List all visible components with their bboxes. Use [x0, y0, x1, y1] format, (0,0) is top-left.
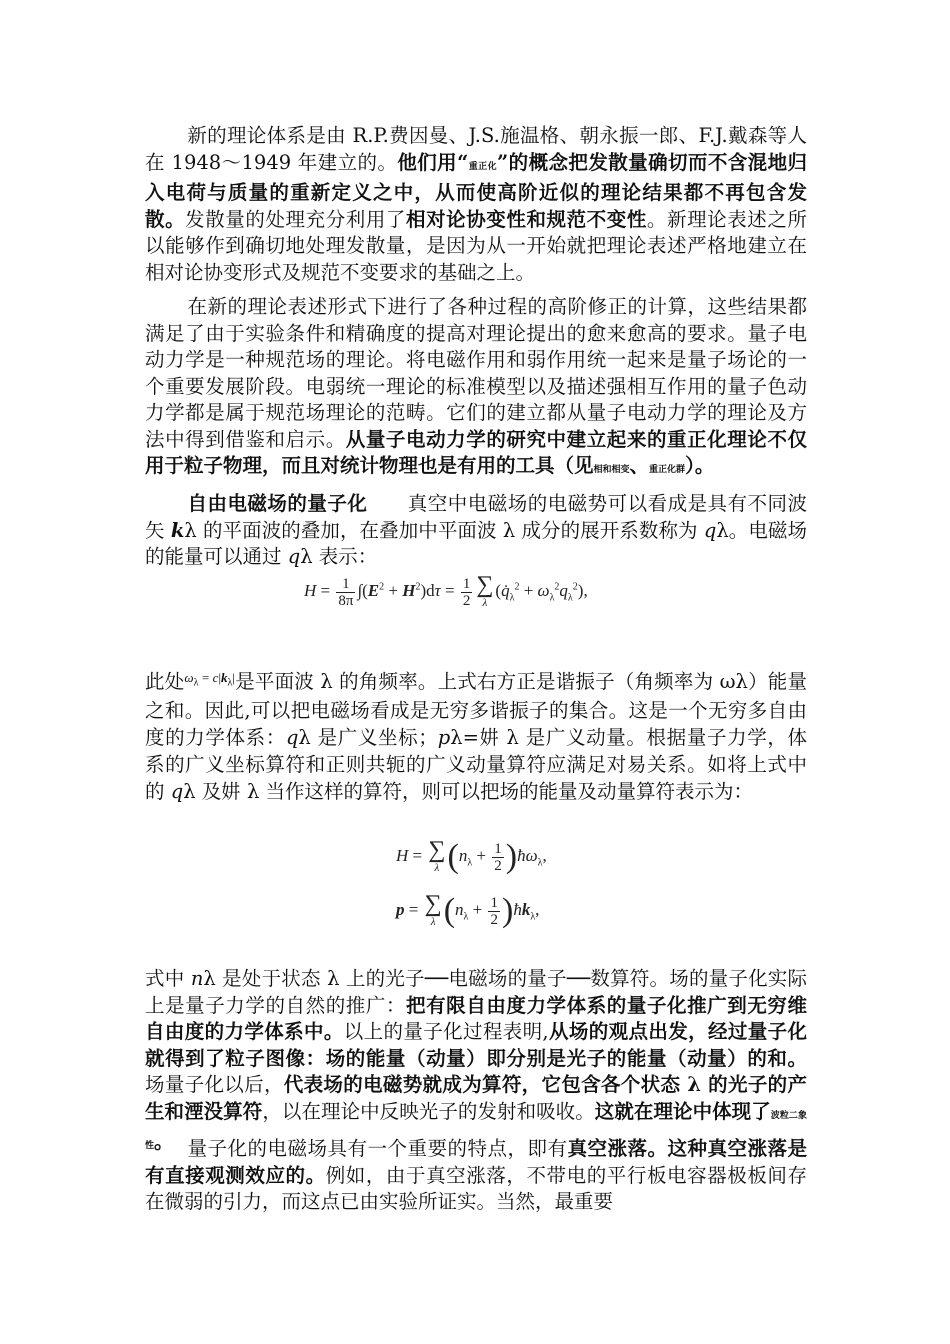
italic-run: n	[190, 967, 204, 990]
small-bold-run: 重正化群	[649, 465, 686, 475]
text-run: 场量子化以后，	[145, 1073, 284, 1096]
energy-equation: H = $\frac{1}{8\pi}$ $\int(E^2 + H^2)d\tau$ = $\frac{1}{2}$ ∑ λ $(q̇_\lambda^2 + \omega_\lambda^2q_\lambda^2)$,	[304, 572, 588, 609]
small-bold-run: 波粒二象性	[145, 1110, 807, 1151]
italic-run: q	[703, 518, 717, 542]
paragraph-5	[145, 966, 807, 1160]
text-run: λ 是处于状态 λ 上的光子──电磁场的量子──数算符。场的量子化实际上是量子力学的自然的推广：	[145, 967, 808, 1017]
italic-run: p	[437, 725, 451, 749]
text-run: 发散量的处理充分利用了	[185, 207, 406, 231]
text-run: 真空中电磁场的电磁势可以看成是具有不同波矢	[145, 492, 807, 542]
text-run: λ 是广义坐标；	[298, 725, 438, 749]
italic-run: q	[285, 725, 299, 749]
hamiltonian-equation: H = ∑ λ ($n_\lambda$ + $\frac{1}{2}$ )$ħ\omega_\lambda$,	[396, 837, 547, 875]
bold-run: 真空涨落。这种真空涨落是有直接观测效应的。	[145, 1137, 807, 1187]
text-run: 在新的理论表述形式下进行了各种过程的高阶修正的计算，这些结果都满足了由于实验条件和精确度的提高对理论提出的愈来愈高的要求。量子电动力学是一种规范场的理论。将电磁作用和弱作用统一起来是量子场论的一个重要发展阶段。电弱统一理论的标准模型以及描述强相互作用的量子色动力学都是属于规范场理论的范畴。它们的建立都从量子电动力学的理论及方法中得到借鉴和启示。	[145, 295, 807, 451]
text-run: λ=妌 λ 是广义动量。根据量子力学，体系的广义坐标算符和正则共轭的广义动量算符应满足对易关系。如将上式中的	[145, 725, 807, 803]
text-run: 式中	[145, 967, 191, 990]
section-heading: 自由电磁场的量子化	[187, 492, 368, 515]
bold-run: 从量子电动力学的研究中建立起来的重正化理论不仅用于粒子物理，而且对统计物理也是有用的工具（见	[145, 427, 807, 477]
text-run: λ。电磁场的能量可以通过	[145, 518, 808, 568]
paragraph-4	[145, 664, 807, 805]
italic-run: q	[287, 545, 301, 568]
text-run: λ 的平面波的叠加，在叠加中平面波 λ 成分的展开系数称为	[184, 518, 704, 542]
italic-run: k	[170, 518, 185, 542]
bold-run: ）。	[685, 454, 715, 477]
text-run: λ 及妌 λ 当作这样的算符，则可以把场的能量及动量算符表示为：	[183, 779, 754, 803]
small-bold-run: 重正化	[468, 161, 498, 172]
small-bold-run: 相和相变	[593, 465, 630, 475]
bold-run: 、	[629, 454, 650, 477]
bold-run: 。	[154, 1130, 174, 1153]
omega-formula: ωλ = c|kλ|	[184, 670, 236, 689]
bold-run: 他们用“	[397, 150, 469, 174]
bold-run: ”的概念把发散量确切而不含混地归入电荷与质量的重新定义之中，从而使高阶近似的理论结果都不再包含发散。	[145, 150, 808, 231]
bold-run: 代表场的电磁势就成为算符，它包含各个状态 λ 的光子的产生和湮没算符	[145, 1073, 807, 1123]
bold-run: 相对论协变性和规范不变性	[406, 207, 647, 231]
text-run: 量子化的电磁场具有一个重要的特点，即有	[187, 1137, 568, 1160]
text-run: 。新理论表述之所以能够作到确切地处理发散量，是因为从一开始就把理论表述严格地建立在相对论协变形式及规范不变要求的基础之上。	[145, 207, 807, 284]
momentum-equation: p = ∑ λ ($n_\lambda$ + $\frac{1}{2}$ )$ħk_\lambda$,	[396, 891, 540, 929]
paragraph-1	[145, 123, 807, 286]
text-run: 是平面波 λ 的角频率。上式右方正是谐振子（角频率为 ωλ）能量之和。因此,可以把电磁场看成是无穷多谐振子的集合。这是一个无穷多自由度的力学体系：	[145, 670, 807, 749]
bold-run: 从场的观点出发，经过量子化就得到了粒子图像：场的能量（动量）即分别是光子的能量（动量）的和。	[145, 1020, 807, 1070]
text-run: λ 表示：	[300, 545, 378, 568]
text-run: 此处	[145, 670, 185, 693]
bold-run: 这就在理论中体现了	[594, 1099, 771, 1123]
text-run: ，以在理论中反映光子的发射和吸收。	[262, 1099, 595, 1123]
italic-run: q	[170, 779, 184, 803]
paragraph-3	[145, 491, 807, 571]
text-run: 以上的量子化过程表明,	[343, 1020, 549, 1043]
paragraph-6	[145, 1136, 807, 1216]
bold-run: 把有限自由度力学体系的量子化推广到无穷维自由度的力学体系中。	[145, 993, 807, 1043]
text-run: 新的理论体系是由 R.P.费因曼、J.S.施温格、朝永振一郎、F.J.戴森等人在 1948～1949 年建立的。	[145, 124, 807, 174]
text-run: 例如，由于真空涨落，不带电的平行板电容器极板间存在微弱的引力，而这点已由实验所证实。当然，最重要	[145, 1163, 807, 1213]
paragraph-2	[145, 294, 807, 484]
